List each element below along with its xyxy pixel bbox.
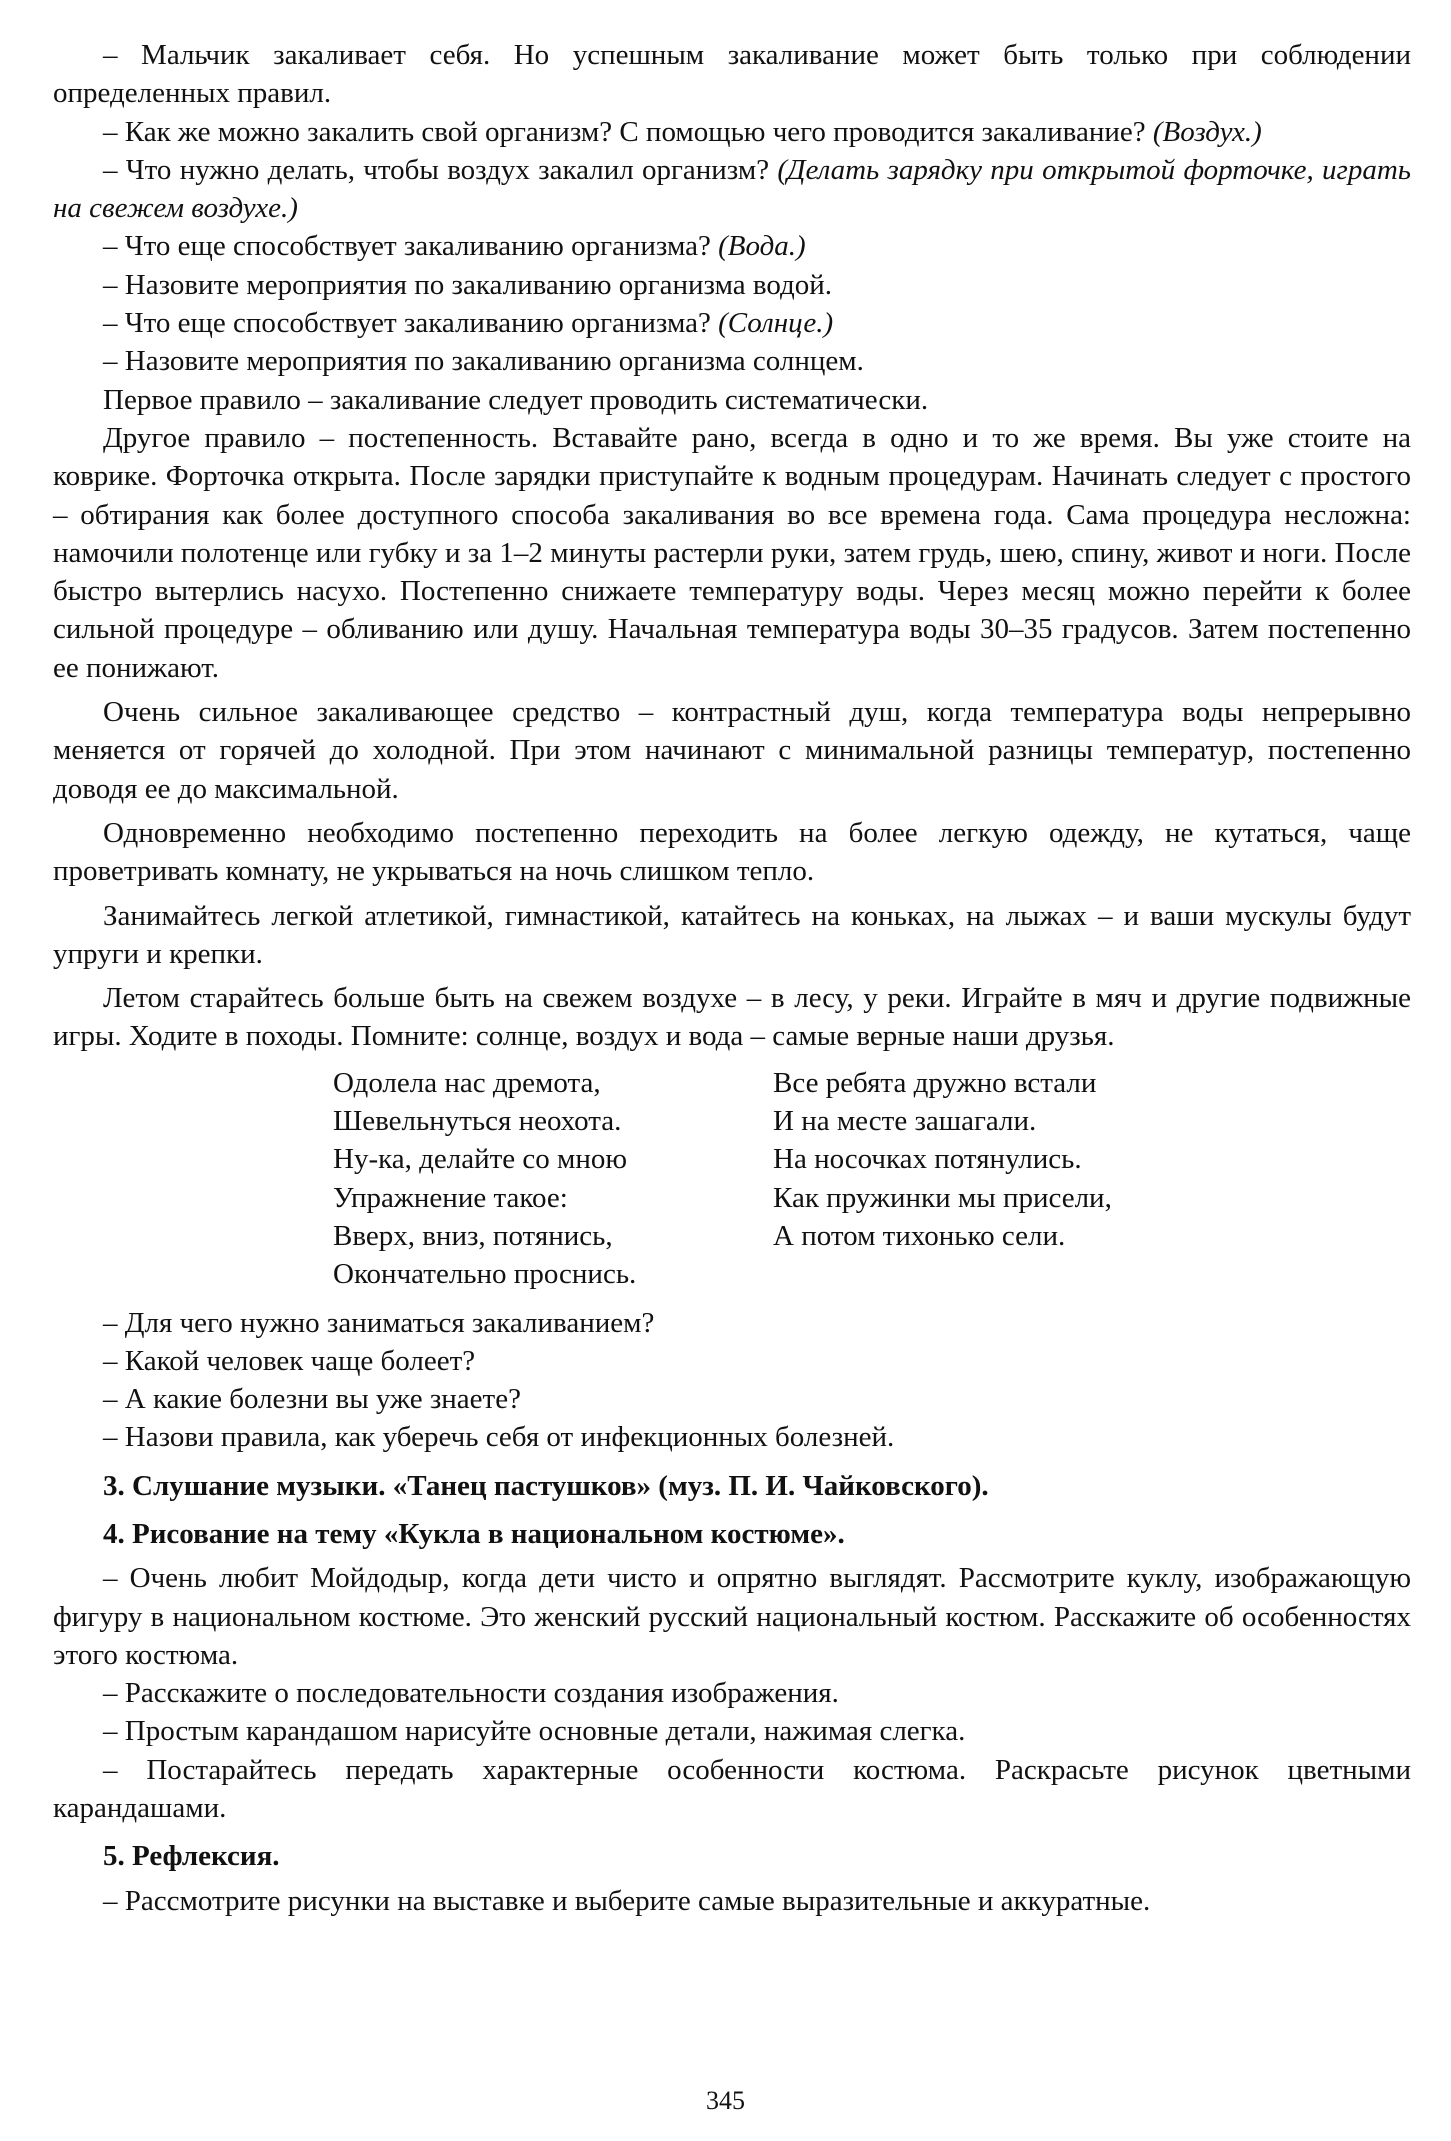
paragraph bbox=[53, 304, 1411, 342]
paragraph bbox=[53, 151, 1411, 228]
poem-line: Шевельнуться неохота. bbox=[333, 1105, 622, 1138]
poem-line: Окончательно проснись. bbox=[333, 1258, 637, 1291]
paragraph: Другое правило – постепенность. Вставайте рано, всегда в одно и то же время. Вы уже стоите на коврике. Форточка открыта. После зарядки приступайте к водным процедурам. Начинать следует с простого – обтирания как более доступного способа закаливания во все времена года. Сама процедура несложна: намочили полотенце или губку и за 1–2 минуты растерли руки, затем грудь, шею, спину, живот и ноги. После быстро вытерлись насухо. Постепенно снижаете температуру воды. Через месяц можно перейти к более сильной процедуре – обливанию или душу. Начальная температура воды 30–35 градусов. Затем постепенно ее понижают. bbox=[53, 421, 1411, 684]
paragraph: – Рассмотрите рисунки на выставке и выберите самые выразительные и аккуратные. bbox=[103, 1884, 1151, 1917]
paragraph bbox=[53, 227, 1411, 265]
paragraph bbox=[53, 113, 1411, 151]
poem-line: А потом тихонько сели. bbox=[773, 1219, 1066, 1252]
question-line: – А какие болезни вы уже знаете? bbox=[103, 1383, 521, 1416]
paragraph: Очень сильное закаливающее средство – контрастный душ, когда температура воды непрерывно меняется от горячей до холодной. При этом начинают с минимальной разницы температур, постепенно доводя ее до максимальной. bbox=[53, 696, 1411, 805]
poem-column-right bbox=[773, 1064, 1213, 1294]
paragraph: – Назовите мероприятия по закаливанию организма солнцем. bbox=[103, 345, 864, 378]
paragraph: – Расскажите о последовательности создания изображения. bbox=[103, 1677, 839, 1710]
question-line: – Для чего нужно заниматься закаливанием? bbox=[103, 1306, 655, 1339]
paragraph: Первое правило – закаливание следует проводить систематически. bbox=[103, 383, 929, 416]
page-number: 345 bbox=[706, 2086, 745, 2115]
paragraph: – Назовите мероприятия по закаливанию организма водой. bbox=[103, 268, 833, 301]
answer-hint: (Солнце.) bbox=[718, 307, 834, 340]
poem-line: На носочках потянулись. bbox=[773, 1143, 1082, 1176]
paragraph: – Мальчик закаливает себя. Но успешным закаливание может быть только при соблюдении определенных правил. bbox=[53, 39, 1411, 110]
poem-line: Как пружинки мы присели, bbox=[773, 1181, 1112, 1214]
poem-line: Вверх, вниз, потянись, bbox=[333, 1219, 613, 1252]
question-line: – Назови правила, как уберечь себя от инфекционных болезней. bbox=[103, 1421, 895, 1454]
poem-line: И на месте зашагали. bbox=[773, 1105, 1037, 1138]
paragraph: Летом старайтесь больше быть на свежем воздухе – в лесу, у реки. Играйте в мяч и другие подвижные игры. Ходите в походы. Помните: солнце, воздух и вода – самые верные наши друзья. bbox=[53, 982, 1411, 1053]
poem-line: Ну-ка, делайте со мною bbox=[333, 1143, 628, 1176]
poem-line: Все ребята дружно встали bbox=[773, 1066, 1097, 1099]
section-heading-music: 3. Слушание музыки. «Танец пастушков» (муз. П. И. Чайковского). bbox=[103, 1469, 989, 1502]
answer-hint: (Вода.) bbox=[718, 230, 806, 263]
poem-line: Одолела нас дремота, bbox=[333, 1066, 601, 1099]
paragraph: Занимайтесь легкой атлетикой, гимнастикой, катайтесь на коньках, на лыжах – и ваши мускулы будут упруги и крепки. bbox=[53, 899, 1411, 970]
question-line: – Какой человек чаще болеет? bbox=[103, 1344, 476, 1377]
answer-hint: (Делать зарядку при открытой форточке, играть на свежем воздухе.) bbox=[53, 153, 1411, 225]
paragraph: – Простым карандашом нарисуйте основные детали, нажимая слегка. bbox=[103, 1715, 966, 1748]
paragraph: – Очень любит Мойдодыр, когда дети чисто и опрятно выглядят. Рассмотрите куклу, изображающую фигуру в национальном костюме. Это женский русский национальный костюм. Расскажите об особенностях этого костюма. bbox=[53, 1562, 1411, 1671]
question-text: – Как же можно закалить свой организм? С помощью чего проводится закаливание? bbox=[103, 115, 1153, 148]
answer-hint: (Воздух.) bbox=[1152, 115, 1262, 148]
paragraph: Одновременно необходимо постепенно переходить на более легкую одежду, не кутаться, чаще проветривать комнату, не укрываться на ночь слишком тепло. bbox=[53, 816, 1411, 888]
question-text: – Что еще способствует закаливанию организма? bbox=[103, 230, 719, 263]
poem-line: Упражнение такое: bbox=[333, 1181, 568, 1214]
poem bbox=[333, 1064, 1411, 1294]
paragraph: – Постарайтесь передать характерные особенности костюма. Раскрасьте рисунок цветными карандашами. bbox=[53, 1753, 1411, 1825]
question-text: – Что нужно делать, чтобы воздух закалил организм? bbox=[103, 153, 778, 186]
section-heading-drawing: 4. Рисование на тему «Кукла в национальном костюме». bbox=[103, 1517, 845, 1550]
section-heading-reflection: 5. Рефлексия. bbox=[103, 1840, 280, 1873]
poem-column-left bbox=[333, 1064, 773, 1294]
question-text: – Что еще способствует закаливанию организма? bbox=[103, 307, 719, 340]
